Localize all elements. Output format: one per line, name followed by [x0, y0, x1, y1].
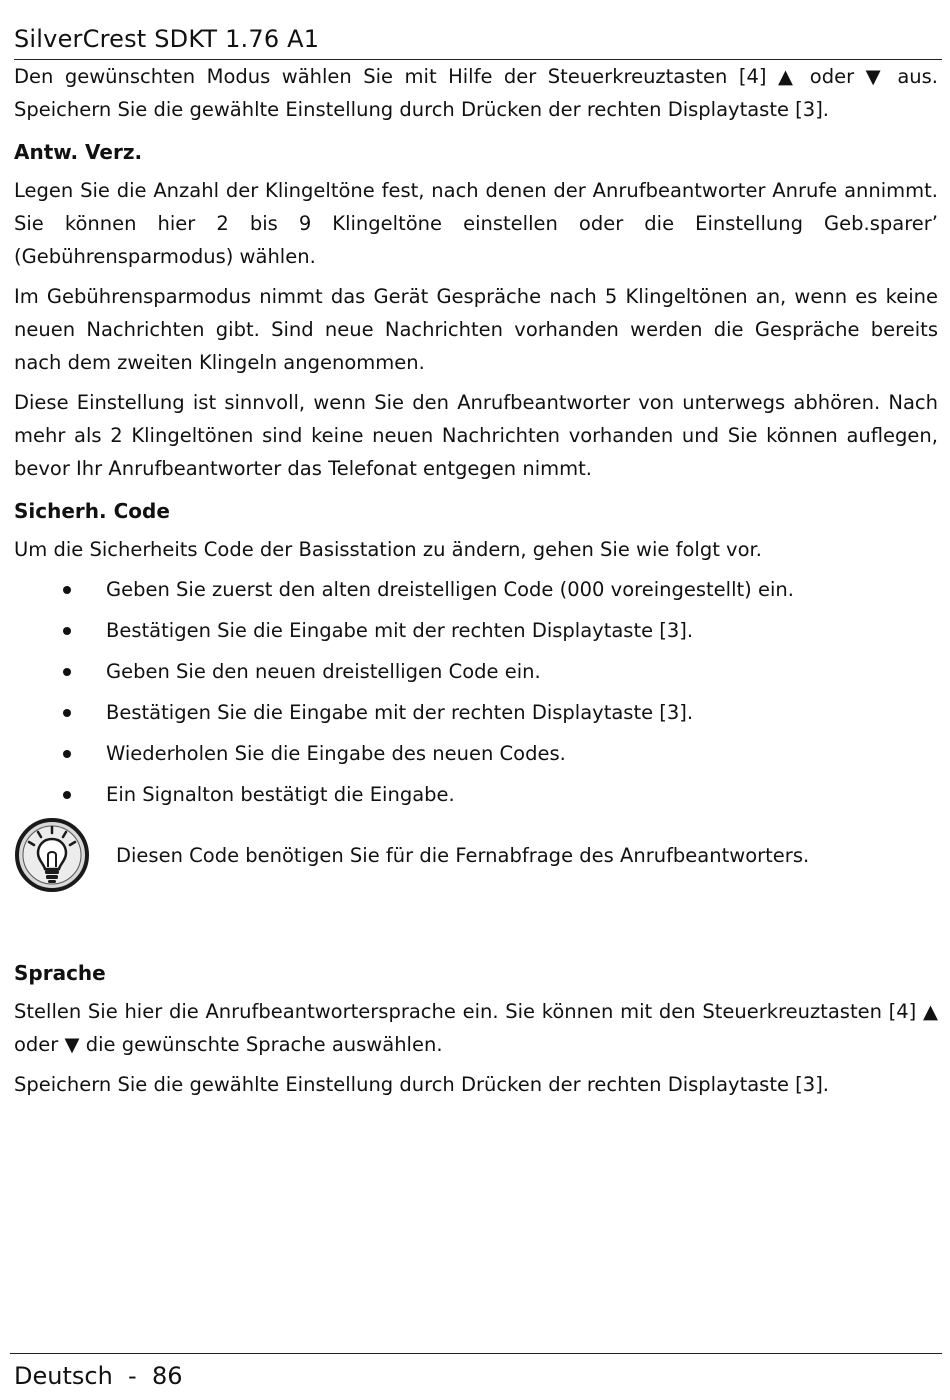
list-item-text: Bestätigen Sie die Eingabe mit der rechten Displaytaste [3]. — [106, 619, 694, 642]
list-item — [14, 573, 938, 606]
antw-paragraph-3: Diese Einstellung ist sinnvoll, wenn Sie den Anrufbeantworter von unterwegs abhören. Nach mehr als 2 Klingeltönen sind keine neuen Nachrichten vorhanden und Sie können auflegen, bevor Ihr Anrufbeantworter das Telefonat entgegen nimmt. — [14, 391, 938, 480]
list-item-text: Geben Sie zuerst den alten dreistelligen Code (000 voreingestellt) ein. — [106, 578, 794, 601]
section-heading-antw-verz: Antw. Verz. — [14, 140, 143, 164]
document-title: SilverCrest SDKT 1.76 A1 — [14, 25, 320, 53]
list-item-text: Ein Signalton bestätigt die Eingabe. — [106, 783, 455, 806]
bullet-icon — [63, 586, 71, 594]
intro-paragraph: Den gewünschten Modus wählen Sie mit Hilfe der Steuerkreuztasten [4] ▲ oder ▼ aus. Speichern Sie die gewählte Einstellung durch Drücken der rechten Displaytaste [3]. — [14, 65, 938, 121]
bullet-icon — [63, 791, 71, 799]
page-content — [14, 60, 938, 1108]
list-item — [14, 696, 938, 729]
tip-note — [14, 819, 938, 897]
section-heading-sicherh-code: Sicherh. Code — [14, 499, 170, 523]
list-item-text: Geben Sie den neuen dreistelligen Code ein. — [106, 660, 541, 683]
page-header — [14, 24, 942, 60]
code-intro-paragraph: Um die Sicherheits Code der Basisstation zu ändern, gehen Sie wie folgt vor. — [14, 538, 762, 561]
list-item — [14, 614, 938, 647]
list-item-text: Wiederholen Sie die Eingabe des neuen Codes. — [106, 742, 566, 765]
bullet-icon — [63, 709, 71, 717]
bullet-icon — [63, 668, 71, 676]
sprache-paragraph-2: Speichern Sie die gewählte Einstellung durch Drücken der rechten Displaytaste [3]. — [14, 1073, 830, 1096]
tip-text: Diesen Code benötigen Sie für die Fernabfrage des Anrufbeantworters. — [116, 844, 810, 867]
antw-paragraph-2: Im Gebührensparmodus nimmt das Gerät Gespräche nach 5 Klingeltönen an, wenn es keine neuen Nachrichten gibt. Sind neue Nachrichten vorhanden werden die Gespräche bereits nach dem zweiten Klingeln angenommen. — [14, 285, 938, 374]
list-item — [14, 655, 938, 688]
bullet-icon — [63, 750, 71, 758]
bullet-icon — [63, 627, 71, 635]
antw-paragraph-1: Legen Sie die Anzahl der Klingeltöne fest, nach denen der Anrufbeantworter Anrufe annimmt. Sie können hier 2 bis 9 Klingeltöne einstellen oder die Einstellung Geb.sparer’ (Gebührensparmodus) wählen. — [14, 179, 938, 268]
lightbulb-icon — [14, 817, 90, 893]
list-item — [14, 778, 938, 811]
list-item — [14, 737, 938, 770]
sprache-paragraph-1: Stellen Sie hier die Anrufbeantwortersprache ein. Sie können mit den Steuerkreuztasten [4] ▲ oder ▼ die gewünschte Sprache auswählen. — [14, 1000, 938, 1056]
page-footer — [10, 1353, 942, 1398]
section-heading-sprache: Sprache — [14, 961, 106, 985]
list-item-text: Bestätigen Sie die Eingabe mit der rechten Displaytaste [3]. — [106, 701, 694, 724]
page-number: Deutsch - 86 — [14, 1362, 183, 1390]
code-steps-list — [14, 573, 938, 811]
